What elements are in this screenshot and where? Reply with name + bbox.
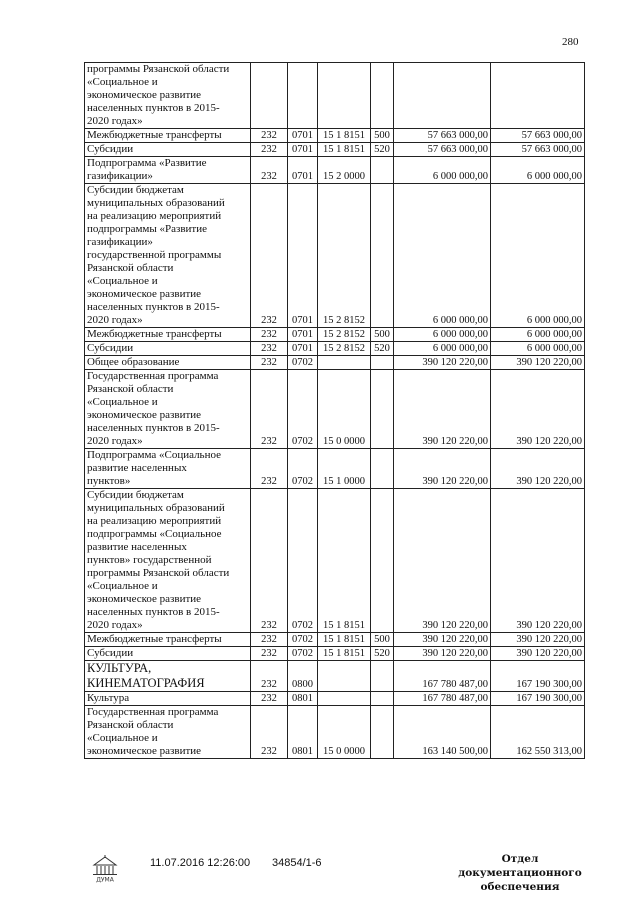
- row-sum-2017-cell: 57 663 000,00: [491, 143, 585, 157]
- row-section-cell: 0702: [288, 449, 318, 489]
- row-article-cell: 15 2 8152: [318, 184, 371, 328]
- row-code-cell: 232: [251, 692, 288, 706]
- row-sum-2017-cell: 390 120 220,00: [491, 633, 585, 647]
- row-sum-2016-cell: 6 000 000,00: [394, 184, 491, 328]
- row-code-cell: 232: [251, 157, 288, 184]
- row-code-cell: 232: [251, 633, 288, 647]
- row-code-cell: 232: [251, 661, 288, 692]
- row-article-cell: [318, 661, 371, 692]
- table-row: [85, 356, 585, 370]
- row-sum-2016-cell: 163 140 500,00: [394, 706, 491, 759]
- row-sum-2017-cell: 167 190 300,00: [491, 692, 585, 706]
- row-article-cell: [318, 63, 371, 129]
- row-sum-2017-cell: 167 190 300,00: [491, 661, 585, 692]
- table-row: [85, 706, 585, 759]
- row-type-cell: 500: [371, 633, 394, 647]
- row-sum-2016-cell: 167 780 487,00: [394, 661, 491, 692]
- row-section-cell: 0701: [288, 157, 318, 184]
- row-section-cell: 0701: [288, 143, 318, 157]
- row-section-cell: 0701: [288, 184, 318, 328]
- footer-department: [440, 852, 600, 894]
- row-name-cell: Общее образование: [85, 356, 251, 370]
- row-name-cell: Субсидии: [85, 647, 251, 661]
- row-sum-2016-cell: 390 120 220,00: [394, 633, 491, 647]
- row-code-cell: 232: [251, 370, 288, 449]
- row-type-cell: [371, 157, 394, 184]
- page-number: 280: [562, 36, 579, 48]
- row-name-cell: Субсидии: [85, 143, 251, 157]
- row-article-cell: 15 1 8151: [318, 489, 371, 633]
- row-section-cell: 0701: [288, 342, 318, 356]
- row-type-cell: [371, 356, 394, 370]
- row-sum-2017-cell: 6 000 000,00: [491, 342, 585, 356]
- row-sum-2017-cell: 57 663 000,00: [491, 129, 585, 143]
- row-section-cell: 0701: [288, 328, 318, 342]
- row-type-cell: [371, 63, 394, 129]
- row-name-cell: Межбюджетные трансферты: [85, 129, 251, 143]
- row-name-cell: Межбюджетные трансферты: [85, 633, 251, 647]
- row-article-cell: 15 1 8151: [318, 143, 371, 157]
- row-sum-2017-cell: 162 550 313,00: [491, 706, 585, 759]
- budget-table-body: [85, 63, 585, 759]
- row-type-cell: [371, 661, 394, 692]
- row-article-cell: 15 1 8151: [318, 633, 371, 647]
- row-section-cell: 0702: [288, 647, 318, 661]
- row-code-cell: 232: [251, 449, 288, 489]
- row-sum-2017-cell: 390 120 220,00: [491, 370, 585, 449]
- table-row: [85, 342, 585, 356]
- row-code-cell: 232: [251, 489, 288, 633]
- row-name-cell: Подпрограмма «Социальное развитие населенных пунктов»: [85, 449, 251, 489]
- row-section-cell: 0800: [288, 661, 318, 692]
- row-section-cell: 0702: [288, 489, 318, 633]
- row-name-cell: Государственная программа Рязанской области «Социальное и экономическое развитие: [85, 706, 251, 759]
- table-row: [85, 661, 585, 692]
- row-sum-2017-cell: 390 120 220,00: [491, 489, 585, 633]
- row-type-cell: [371, 692, 394, 706]
- row-code-cell: 232: [251, 129, 288, 143]
- row-sum-2016-cell: 390 120 220,00: [394, 370, 491, 449]
- row-sum-2016-cell: 6 000 000,00: [394, 328, 491, 342]
- table-row: [85, 184, 585, 328]
- row-sum-2016-cell: 390 120 220,00: [394, 647, 491, 661]
- row-name-cell: Культура: [85, 692, 251, 706]
- row-sum-2016-cell: 167 780 487,00: [394, 692, 491, 706]
- table-row: [85, 692, 585, 706]
- row-article-cell: [318, 356, 371, 370]
- row-type-cell: 520: [371, 647, 394, 661]
- row-sum-2016-cell: 6 000 000,00: [394, 157, 491, 184]
- row-article-cell: 15 0 0000: [318, 706, 371, 759]
- row-code-cell: 232: [251, 356, 288, 370]
- footer-department-line2: обеспечения: [480, 881, 560, 893]
- row-code-cell: 232: [251, 706, 288, 759]
- row-sum-2017-cell: 6 000 000,00: [491, 157, 585, 184]
- row-article-cell: 15 2 8152: [318, 342, 371, 356]
- row-sum-2017-cell: 390 120 220,00: [491, 449, 585, 489]
- row-sum-2017-cell: 6 000 000,00: [491, 328, 585, 342]
- logo-text: ДУМА: [96, 876, 114, 883]
- row-name-cell: Субсидии бюджетам муниципальных образований на реализацию мероприятий подпрограммы «Развитие газификации» государственной программы Рязанской области «Социальное и экономическое развитие населенных пунктов в 2015- 2020 годах»: [85, 184, 251, 328]
- row-name-cell: программы Рязанской области «Социальное и экономическое развитие населенных пунктов в 2015- 2020 годах»: [85, 63, 251, 129]
- budget-table: [84, 62, 585, 759]
- row-sum-2016-cell: 390 120 220,00: [394, 489, 491, 633]
- row-code-cell: 232: [251, 647, 288, 661]
- footer-department-line1: Отдел документационного: [458, 853, 582, 879]
- row-type-cell: 500: [371, 129, 394, 143]
- row-section-cell: 0801: [288, 706, 318, 759]
- row-article-cell: 15 0 0000: [318, 370, 371, 449]
- row-name-cell: Государственная программа Рязанской области «Социальное и экономическое развитие населенных пунктов в 2015- 2020 годах»: [85, 370, 251, 449]
- row-type-cell: [371, 184, 394, 328]
- row-type-cell: 520: [371, 143, 394, 157]
- row-sum-2016-cell: 57 663 000,00: [394, 143, 491, 157]
- row-sum-2017-cell: 390 120 220,00: [491, 647, 585, 661]
- row-name-cell: КУЛЬТУРА, КИНЕМАТОГРАФИЯ: [85, 661, 251, 692]
- table-row: [85, 489, 585, 633]
- row-name-cell: Подпрограмма «Развитие газификации»: [85, 157, 251, 184]
- row-name-cell: Субсидии бюджетам муниципальных образований на реализацию мероприятий подпрограммы «Социальное развитие населенных пунктов» государственной программы Рязанской области «Социальное и экономическое развитие населенных пунктов в 2015- 2020 годах»: [85, 489, 251, 633]
- row-type-cell: [371, 449, 394, 489]
- row-sum-2016-cell: 57 663 000,00: [394, 129, 491, 143]
- row-section-cell: 0801: [288, 692, 318, 706]
- row-type-cell: 500: [371, 328, 394, 342]
- row-section-cell: 0702: [288, 356, 318, 370]
- row-type-cell: [371, 706, 394, 759]
- row-sum-2016-cell: 390 120 220,00: [394, 449, 491, 489]
- table-row: [85, 647, 585, 661]
- row-code-cell: [251, 63, 288, 129]
- table-row: [85, 63, 585, 129]
- table-row: [85, 633, 585, 647]
- row-article-cell: 15 1 8151: [318, 647, 371, 661]
- row-code-cell: 232: [251, 184, 288, 328]
- row-code-cell: 232: [251, 143, 288, 157]
- table-row: [85, 449, 585, 489]
- row-article-cell: 15 1 0000: [318, 449, 371, 489]
- table-row: [85, 370, 585, 449]
- table-row: [85, 157, 585, 184]
- row-sum-2016-cell: 390 120 220,00: [394, 356, 491, 370]
- footer-datetime: 11.07.2016 12:26:00: [150, 857, 251, 869]
- row-sum-2017-cell: [491, 63, 585, 129]
- row-name-cell: Межбюджетные трансферты: [85, 328, 251, 342]
- row-sum-2016-cell: [394, 63, 491, 129]
- table-row: [85, 328, 585, 342]
- row-code-cell: 232: [251, 342, 288, 356]
- footer-doc-number: 34854/1-6: [272, 857, 322, 869]
- row-article-cell: [318, 692, 371, 706]
- row-type-cell: 520: [371, 342, 394, 356]
- row-code-cell: 232: [251, 328, 288, 342]
- duma-building-icon: [90, 855, 120, 883]
- row-type-cell: [371, 370, 394, 449]
- row-section-cell: 0702: [288, 633, 318, 647]
- row-section-cell: [288, 63, 318, 129]
- row-sum-2017-cell: 6 000 000,00: [491, 184, 585, 328]
- table-row: [85, 129, 585, 143]
- row-type-cell: [371, 489, 394, 633]
- row-sum-2017-cell: 390 120 220,00: [491, 356, 585, 370]
- table-row: [85, 143, 585, 157]
- row-article-cell: 15 2 8152: [318, 328, 371, 342]
- row-sum-2016-cell: 6 000 000,00: [394, 342, 491, 356]
- row-section-cell: 0702: [288, 370, 318, 449]
- row-article-cell: 15 2 0000: [318, 157, 371, 184]
- row-name-cell: Субсидии: [85, 342, 251, 356]
- row-section-cell: 0701: [288, 129, 318, 143]
- row-article-cell: 15 1 8151: [318, 129, 371, 143]
